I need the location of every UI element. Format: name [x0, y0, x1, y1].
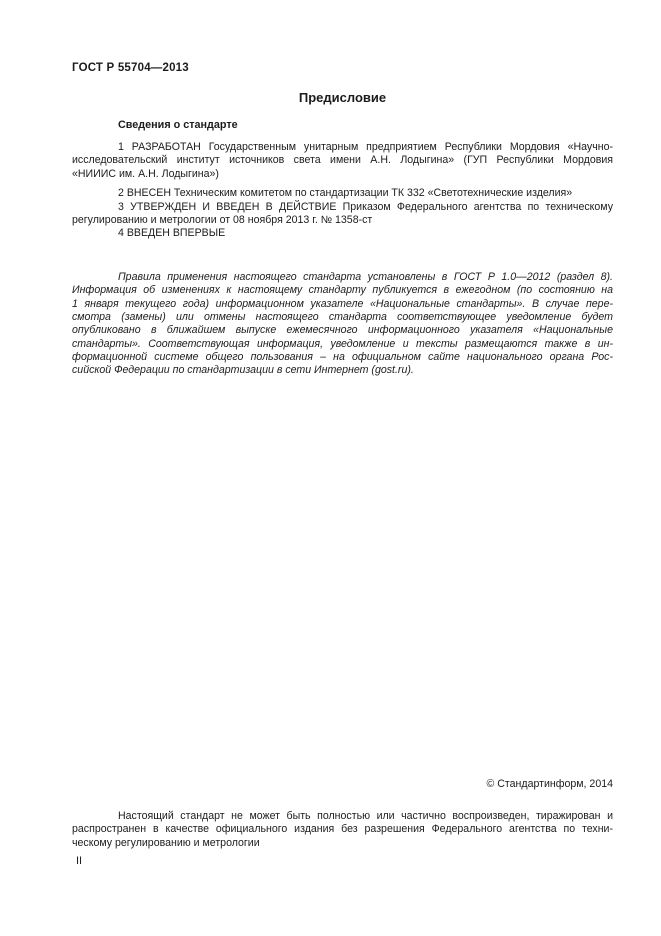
text-line: регулированию и метрологии от 08 ноября 2013 г. № 1358-ст	[72, 214, 373, 227]
text-line: стандарты». Соответствующая информация, уведомление и тексты размещаются также в ин-	[72, 337, 613, 350]
text-line: 1 РАЗРАБОТАН Государственным унитарным предприятием Республики Мордовия «Научно-	[118, 141, 613, 153]
page-title: Предисловие	[298, 90, 387, 105]
foreword-item	[72, 227, 613, 240]
foreword-list	[72, 141, 613, 241]
reproduction-notice	[72, 810, 613, 850]
text-line: «НИИИС им. А.Н. Лодыгина»)	[72, 167, 219, 180]
text-line: 1 января текущего года) информационном указателе «Национальные стандарты». В случае пере-	[72, 297, 613, 310]
text-line: формационной системе общего пользования – на официальном сайте национального органа Рос-	[72, 350, 613, 363]
application-rules	[72, 271, 613, 378]
text-line: распространен в качестве официального издания без разрешения Федерального агентства по техни-	[72, 823, 613, 836]
page-number: II	[76, 855, 83, 867]
foreword-item	[72, 201, 613, 228]
section-heading: Сведения о стандарте	[118, 119, 238, 131]
copyright-notice: © Стандартинформ, 2014	[486, 778, 613, 790]
text-line: 3 УТВЕРЖДЕН И ВВЕДЕН В ДЕЙСТВИЕ Приказом Федерального агентства по техническому	[118, 200, 613, 213]
foreword-item	[72, 187, 613, 200]
text-line: 2 ВНЕСЕН Техническим комитетом по стандартизации ТК 332 «Светотехнические изделия»	[118, 187, 573, 200]
text-line: Правила применения настоящего стандарта установлены в ГОСТ Р 1.0—2012 (раздел 8).	[118, 271, 613, 283]
text-line: исследовательский институт источников света имени А.Н. Лодыгина» (ГУП Республики Мордовия	[72, 154, 613, 167]
text-line: Информация об изменениях к настоящему стандарту публикуется в ежегодном (по состоянию на	[72, 284, 613, 297]
text-line: 4 ВВЕДЕН ВПЕРВЫЕ	[118, 227, 226, 240]
text-line: ческому регулированию и метрологии	[72, 836, 260, 849]
text-line: сийской Федерации по стандартизации в сети Интернет (gost.ru).	[72, 364, 414, 377]
text-line: опубликовано в ближайшем выпуске ежемесячного информационного указателя «Национальные	[72, 324, 613, 337]
document-code: ГОСТ Р 55704—2013	[72, 62, 189, 74]
text-line: смотра (замены) или отмены настоящего стандарта соответствующее уведомление будет	[72, 310, 613, 323]
foreword-item	[72, 141, 613, 181]
text-line: Настоящий стандарт не может быть полностью или частично воспроизведен, тиражирован и	[118, 810, 613, 822]
